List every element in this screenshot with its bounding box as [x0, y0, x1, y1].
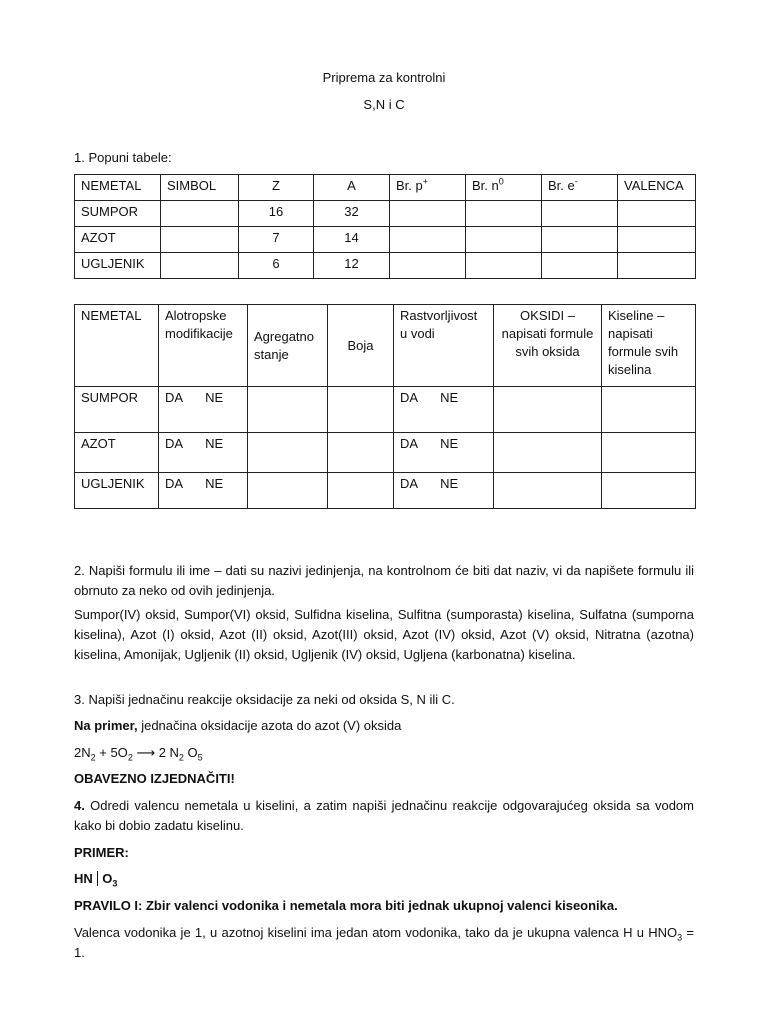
task4-formula — [74, 869, 694, 889]
page-subtitle: S,N i C — [363, 97, 405, 112]
header-electrons-label: Br. e — [548, 178, 575, 193]
option-ne[interactable]: NE — [205, 436, 224, 451]
task4-number: 4. — [74, 798, 85, 813]
cell-protons[interactable] — [390, 253, 466, 279]
cell-agregatno-stanje[interactable] — [248, 387, 328, 433]
task3-instructions: 3. Napiši jednačinu reakcije oksidacije za neki od oksida S, N ili C. — [74, 692, 455, 707]
table-row — [75, 201, 696, 227]
cell-kiseline[interactable] — [602, 433, 696, 473]
header-electrons-mark: - — [574, 176, 578, 187]
formula-left: HN — [74, 871, 93, 886]
header-nemetal: NEMETAL — [75, 305, 159, 387]
table-row — [75, 253, 696, 279]
cell-agregatno-stanje[interactable] — [248, 473, 328, 509]
task4-text: Odredi valencu nemetala u kiselini, a zatim napiši jednačinu reakcije odgovarajućeg oksida sa vodom kako bi dobio zadatu kiselinu. — [74, 798, 694, 833]
valence-sub: 3 — [677, 932, 683, 943]
header-neutrons-mark: 0 — [498, 176, 504, 187]
cell-valenca[interactable] — [618, 253, 696, 279]
option-ne[interactable]: NE — [205, 476, 224, 491]
option-ne[interactable]: NE — [440, 436, 459, 451]
header-simbol: SIMBOL — [161, 175, 239, 201]
cell-rastvorljivost[interactable] — [394, 433, 494, 473]
header-electrons — [542, 175, 618, 201]
task3-example-lead: Na primer, — [74, 718, 138, 733]
cell-nemetal: AZOT — [75, 433, 159, 473]
option-ne[interactable]: NE — [205, 390, 224, 405]
cell-a: 32 — [314, 201, 390, 227]
header-oksidi: OKSIDI – napisati formule svih oksida — [494, 305, 602, 387]
properties-table — [74, 304, 696, 509]
header-nemetal: NEMETAL — [75, 175, 161, 201]
task4-rule: PRAVILO I: Zbir valenci vodonika i nemetala mora biti jednak ukupnoj valenci kiseonika. — [74, 898, 618, 913]
cell-neutrons[interactable] — [466, 253, 542, 279]
cell-z: 6 — [239, 253, 314, 279]
cell-electrons[interactable] — [542, 253, 618, 279]
cell-boja[interactable] — [328, 433, 394, 473]
cell-rastvorljivost[interactable] — [394, 473, 494, 509]
cell-protons[interactable] — [390, 201, 466, 227]
cell-nemetal: UGLJENIK — [75, 473, 159, 509]
task4-valence-text — [74, 923, 694, 963]
header-agregatno-stanje: Agregatno stanje — [248, 305, 328, 387]
cell-neutrons[interactable] — [466, 201, 542, 227]
divider-bar — [97, 871, 99, 886]
task2-compound-list: Sumpor(IV) oksid, Sumpor(VI) oksid, Sulfidna kiselina, Sulfitna (sumporasta) kiselina, Sulfatna (sumporna kiselina), Azot (I) oksid, Azot (II) oksid, Azot(III) oksid, Azot (IV) oksid, Azot (V) oksid, Nitratna (azotna) kiselina, Amonijak, Ugljenik (II) oksid, Ugljenik (IV) oksid, Ugljena (karbonatna) kiselina. — [74, 607, 694, 662]
header-protons — [390, 175, 466, 201]
cell-kiseline[interactable] — [602, 473, 696, 509]
cell-z: 16 — [239, 201, 314, 227]
cell-alotropske[interactable] — [159, 387, 248, 433]
cell-kiseline[interactable] — [602, 387, 696, 433]
task4-primer: PRIMER: — [74, 845, 129, 860]
cell-oksidi[interactable] — [494, 473, 602, 509]
cell-a: 12 — [314, 253, 390, 279]
cell-simbol[interactable] — [161, 253, 239, 279]
task2-instructions: 2. Napiši formulu ili ime – dati su nazivi jedinjenja, na kontrolnom će biti dat naziv, vi da napišete formulu ili obrnuto za neko od ovih jedinjenja. — [74, 563, 694, 598]
cell-simbol[interactable] — [161, 201, 239, 227]
cell-nemetal: AZOT — [75, 227, 161, 253]
cell-valenca[interactable] — [618, 227, 696, 253]
cell-alotropske[interactable] — [159, 473, 248, 509]
cell-nemetal: SUMPOR — [75, 387, 159, 433]
eq-sub: 5 — [197, 752, 203, 763]
cell-oksidi[interactable] — [494, 387, 602, 433]
cell-neutrons[interactable] — [466, 227, 542, 253]
header-boja: Boja — [328, 305, 394, 387]
eq-part: 2N — [74, 745, 91, 760]
table-header-row — [75, 175, 696, 201]
cell-a: 14 — [314, 227, 390, 253]
option-da[interactable]: DA — [400, 436, 419, 451]
eq-sub: 2 — [127, 752, 133, 763]
option-da[interactable]: DA — [165, 436, 184, 451]
cell-agregatno-stanje[interactable] — [248, 433, 328, 473]
task3-example — [74, 716, 694, 736]
header-protons-label: Br. p — [396, 178, 423, 193]
cell-alotropske[interactable] — [159, 433, 248, 473]
table-row — [75, 473, 696, 509]
cell-boja[interactable] — [328, 473, 394, 509]
valence-text-2: = 1. — [74, 925, 694, 960]
header-neutrons — [466, 175, 542, 201]
elements-table — [74, 174, 696, 279]
header-protons-mark: + — [422, 176, 429, 187]
valence-text-1: Valenca vodonika je 1, u azotnoj kiselini ima jedan atom vodonika, tako da je ukupna valenca H u HNO — [74, 925, 678, 940]
option-da[interactable]: DA — [400, 390, 419, 405]
eq-part: O — [183, 745, 198, 760]
page-title: Priprema za kontrolni — [322, 70, 446, 85]
cell-electrons[interactable] — [542, 227, 618, 253]
cell-oksidi[interactable] — [494, 433, 602, 473]
header-kiseline: Kiseline – napisati formule svih kiselina — [602, 305, 696, 387]
table-row — [75, 433, 696, 473]
eq-sub: 2 — [178, 752, 184, 763]
formula-right: O — [102, 871, 113, 886]
header-z: Z — [239, 175, 314, 201]
eq-sub: 2 — [90, 752, 96, 763]
task1-heading: 1. Popuni tabele: — [74, 150, 172, 165]
table-row — [75, 227, 696, 253]
task3-warning: OBAVEZNO IZJEDNAČITI! — [74, 771, 235, 786]
task4-instructions — [74, 796, 694, 836]
header-rastvorljivost: Rastvorljivost u vodi — [394, 305, 494, 387]
header-alotropske: Alotropske modifikacije — [159, 305, 248, 387]
cell-z: 7 — [239, 227, 314, 253]
header-neutrons-label: Br. n — [472, 178, 499, 193]
table-row — [75, 387, 696, 433]
eq-part: ⟶ 2 N — [132, 745, 179, 760]
cell-boja[interactable] — [328, 387, 394, 433]
eq-part: + 5O — [95, 745, 128, 760]
option-da[interactable]: DA — [165, 390, 184, 405]
cell-nemetal: UGLJENIK — [75, 253, 161, 279]
cell-simbol[interactable] — [161, 227, 239, 253]
cell-rastvorljivost[interactable] — [394, 387, 494, 433]
cell-electrons[interactable] — [542, 201, 618, 227]
option-ne[interactable]: NE — [440, 476, 459, 491]
cell-protons[interactable] — [390, 227, 466, 253]
task3-example-text: jednačina oksidacije azota do azot (V) oksida — [137, 718, 402, 733]
header-valenca: VALENCA — [618, 175, 696, 201]
option-da[interactable]: DA — [165, 476, 184, 491]
cell-valenca[interactable] — [618, 201, 696, 227]
task3-equation — [74, 743, 694, 763]
table-header-row — [75, 305, 696, 387]
formula-sub: 3 — [112, 878, 118, 889]
option-da[interactable]: DA — [400, 476, 419, 491]
cell-nemetal: SUMPOR — [75, 201, 161, 227]
option-ne[interactable]: NE — [440, 390, 459, 405]
header-a: A — [314, 175, 390, 201]
